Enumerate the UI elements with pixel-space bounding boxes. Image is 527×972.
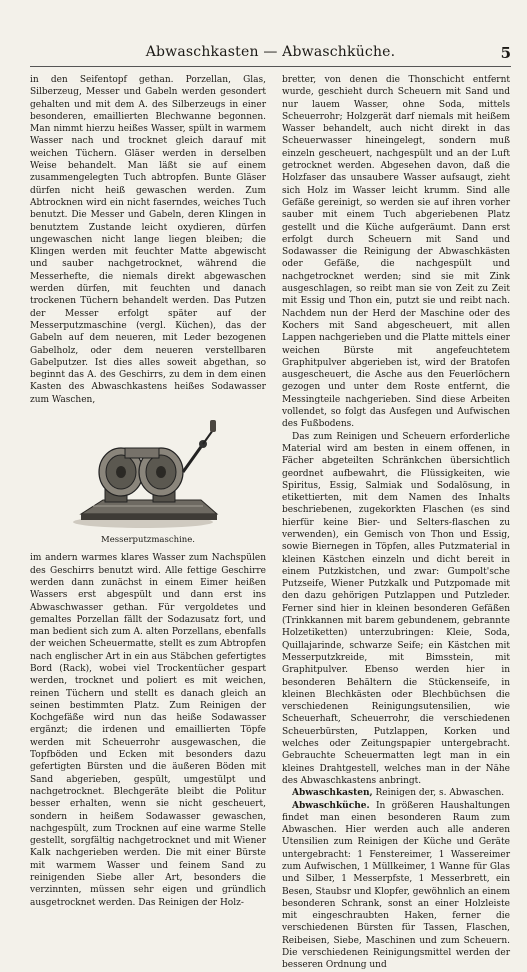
page-number: 5 [500, 44, 511, 62]
left-paragraph-1: in den Seifentopf gethan. Porzellan, Glas, Silberzeug, Messer und Gabeln werden gesondert gehalten und mit dem A. des Silberzeugs in einer besonderen, emaillierten Blechwanne begonnen. Man nimmt hierzu heißes Wasser, spült in warmem Wasser nach und trocknet gleich darauf mit weichen Tüchern. Gläser werden in derselben Weise behandelt. Man läßt sie auf einem zusammengelegten Tuch abtropfen. Bunte Gläser dürfen nicht heiß gewaschen werden. Zum Abtrocknen wird ein nicht faserndes, weiches Tuch benutzt. Die Messer und Gabeln, deren Klingen in benutztem Zustande leicht oxydieren, dürfen ungewaschen nicht lange liegen bleiben; die Klingen werden mit feuchter Matte abgewischt und sauber nachgetrocknet, während die Messerhefte, die niemals direkt abgewaschen werden dürfen, mit feuchten und danach trockenen Tüchern behandelt werden. Das Putzen der Messer erfolgt später auf der Messerputzmaschine (vergl. Küchen), das der Gabeln auf dem neueren, mit Leder bezogenen Gabelholz, oder dem neueren verstellbaren Gabelputzer. Ist dies alles soweit abgethan, so beginnt das A. des Geschirrs, zu dem in dem einen Kasten des Abwaschkastens heißes Sodawasser zum Waschen, [30, 75, 266, 405]
right-paragraph-1: bretter, von denen die Thonschicht entfernt wurde, geschieht durch Scheuern mit Sand und nur lauem Wasser, ohne Soda, mittels Scheuerrohr; Holzgerät darf niemals mit heißem Wasser behandelt, auch nicht direkt in das Scheuerwasser hineingelegt, sondern muß einzeln gescheuert, nachgespült und an der Luft getrocknet werden. Abgesehen davon, daß die Holzfaser das unsaubere Wasser aufsaugt, zieht sich Holz im Wasser leicht krumm. Sind alle Gefäße gereinigt, so werden sie auf ihren vorher sauber mit einem Tuch abgeriebenen Platz gestellt und die Küche aufgeräumt. Dann erst erfolgt durch Scheuern mit Sand und Sodawasser die Reinigung der Abwaschkästen oder Gefäße, die nachgespült und nachgetrocknet werden; sind sie mit Zink ausgeschlagen, so reibt man sie von Zeit zu Zeit mit Essig und Thon ein, putzt sie und reibt nach. Nachdem nun der Herd der Maschine oder des Kochers mit Sand abgescheuert, mit allen Lappen nachgerieben und die Platte mittels einer weichen Bürste mit angefeuchtetem Graphitpulver abgerieben ist, wird der Bratofen ausgescheuert, die Asche aus den Feuerlöchern gezogen und unter dem Roste entfernt, die Messingteile nachgerieben. Sind diese Arbeiten vollendet, so folgt das Ausfegen und Aufwischen des Fußbodens. [282, 75, 510, 430]
running-header [30, 44, 511, 67]
figure-knife-cleaning-machine [30, 414, 266, 546]
knife-cleaning-machine-illustration [63, 414, 233, 532]
entry-text-abwaschkasten: Reinigen der, s. Abwaschen. [372, 788, 505, 799]
entry-abwaschkueche [282, 800, 510, 972]
entry-abwaschkasten [282, 787, 510, 799]
right-column [282, 74, 510, 972]
left-paragraph-2: im andern warmes klares Wasser zum Nachspülen des Geschirrs benutzt wird. Alle fettige Geschirre werden dann zunächst in einem Eimer heißen Wassers erst abgespült und dann erst ins Abwaschwasser gethan. Für vergoldetes und gemaltes Porzellan fällt der Sodazusatz fort, und man bedient sich zum A. alten Porzellans, ebenfalls der weichen Scheuermatte, stellt es zum Abtropfen nach englischer Art in ein aus Stäbchen gefertigtes Bord (Rack), wobei viel Trockentücher gespart werden, trocknet und poliert es mit weichen, reinen Tüchern und stellt es danach gleich an seinen bestimmten Platz. Zum Reinigen der Kochgefäße wird nun das heiße Sodawasser ergänzt; die irdenen und emaillierten Töpfe werden mit Scheuerrohr ausgewaschen, die Topfböden und Ecken mit besonders dazu gefertigten Bürsten und die äußeren Böden mit Sand abgerieben, gespült, umgestülpt und nachgetrocknet. Blechgeräte bleibt die Politur besser erhalten, wenn sie nicht gescheuert, sondern in heißem Sodawasser gewaschen, nachgespült, zum Trocknen auf eine warme Stelle gestellt, sorgfältig nachgetrocknet und mit Wiener Kalk nachgerieben werden. Die mit einer Bürste mit warmem Wasser und feinem Sand zu reinigenden Siebe aller Art, besonders die verzinnten, müssen sehr eigen und gründlich ausgetrocknet werden. Das Reinigen der Holz- [30, 553, 266, 908]
right-paragraph-2: Das zum Reinigen und Scheuern erforderliche Material wird am besten in einem offenen, in Fächer abgeteilten Schränkchen übersichtlich geordnet aufbewahrt, die Flüssigkeiten, wie Spiritus, Essig, Salmiak und Sodalösung, in etikettierten, mit dem Namen des Inhalts beschriebenen, zugekorkten Flaschen (es sind hierfür keine Bier- und Selters-flaschen zu verwenden), ein Gemisch von Thon und Essig, sowie Biernegen in Töpfen, alles Putzmaterial in kleinen Kästchen einzeln und dicht bereit in einem Putzkistchen, und zwar: Gumpolt'sche Putzseife, Wiener Putzkalk und Putzpomade mit den dazu gehörigen Putzlappen und Putzleder. Ferner sind hier in kleinen besonderen Gefäßen (Trinkkannen mit barem gebundenem, gebrannte Holzetiketten) unterzubringen: Kleie, Soda, Quillajarinde, schwarze Seife; ein Kästchen mit Messerputzkreide, mit Bimsstein, mit Graphitpulver. Ebenso werden hier in besonderen Behältern die Stückenseife, in kleinen Blechkästen oder Blechbüchsen die verschiedenen Reinigungsutensilien, wie Scheuerhaft, Scheuerrohr, die verschiedenen Scheuerbürsten, Putzlappen, Korken und welches oder Zeitungspapier untergebracht. Gebrauchte Scheuermatten legt man in ein kleines Drahtgestell, welches man in der Nähe des Abwaschkastens anbringt. [282, 431, 510, 786]
figure-caption: Messerputzmaschine. [100, 535, 195, 546]
entry-title-abwaschkasten: Abwaschkasten, [292, 788, 373, 799]
header-title: Abwaschkasten — Abwaschküche. [145, 44, 396, 60]
entry-title-abwaschkueche: Abwaschküche. [292, 800, 370, 811]
entry-text-abwaschkueche: In größeren Haushaltungen findet man einen besonderen Raum zum Abwaschen. Hier werden auch alle anderen Utensilien zum Reinigen der Küche und Geräte untergebracht: 1 Fenstereimer, 1 Wassereimer zum Aufwischen, 1 Müllkeimer, 1 Wanne für Glas und Silber, 1 Messerpfste, 1 Messerbrett, ein Besen, Staubsr und Klopfer, gewöhnlich an einem besonderen Schrank, sonst an einer Holzleiste mit eingeschraubten Haken, ferner die verschiedenen Bürsten für Tassen, Flaschen, Reibeisen, Siebe, Maschinen und zum Scheuern. Die verschiedenen Reinigungsmittel werden der besseren Ordnung und [282, 800, 510, 971]
left-column [30, 74, 266, 909]
